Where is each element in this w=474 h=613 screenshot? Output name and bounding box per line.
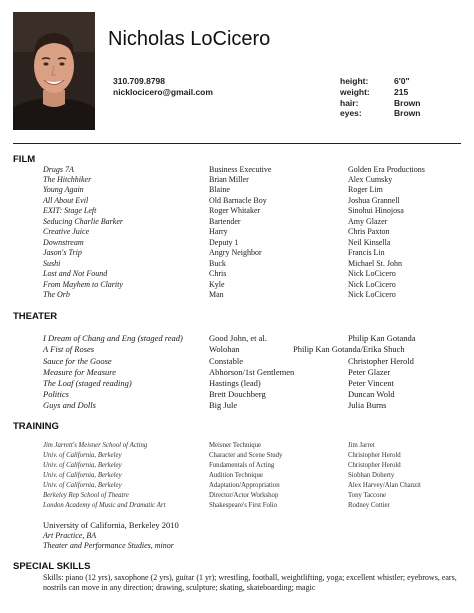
credit-director: Philip Kan Gotanda xyxy=(348,333,416,343)
header-divider xyxy=(13,143,461,144)
email-address: nicklocicero@gmail.com xyxy=(113,87,213,97)
training-course: Meisner Technique xyxy=(209,442,262,449)
credit-role: Deputy 1 xyxy=(209,238,239,247)
credit-role: Brett Douchberg xyxy=(209,389,266,399)
training-school: Berkeley Rep School of Theatre xyxy=(43,492,129,499)
hair-label: hair: xyxy=(340,98,359,108)
training-school: London Academy of Music and Dramatic Art xyxy=(43,502,166,509)
credit-director: Nick LoCicero xyxy=(348,269,396,278)
credit-director: Christopher Herold xyxy=(348,356,414,366)
credit-title: I Dream of Chang and Eng (staged read) xyxy=(43,333,183,343)
credit-title: EXIT: Stage Left xyxy=(43,206,97,215)
credit-title: Young Again xyxy=(43,185,84,194)
eyes-value: Brown xyxy=(394,108,421,118)
training-course: Director/Actor Workshop xyxy=(209,492,279,499)
credit-title: Sushi xyxy=(43,259,61,268)
credit-role: Constable xyxy=(209,356,243,366)
credit-director: Michael St. John xyxy=(348,259,402,268)
credit-director: Peter Glazer xyxy=(348,367,391,377)
credit-title: Drugs 7A xyxy=(43,165,74,174)
credit-director: Sinohui Hinojosa xyxy=(348,206,404,215)
resume-name: Nicholas LoCicero xyxy=(108,28,271,50)
credit-role: Brian Miller xyxy=(209,175,249,184)
special-skills-heading: SPECIAL SKILLS xyxy=(13,561,91,572)
credit-role: Harry xyxy=(209,227,228,236)
credit-role: Roger Whitaker xyxy=(209,206,261,215)
training-instructor: Tony Taccone xyxy=(348,492,386,499)
training-instructor: Christopher Herold xyxy=(348,462,401,469)
credit-director: Chris Paxton xyxy=(348,227,390,236)
education-school: University of California, Berkeley 2010 xyxy=(43,520,179,530)
credit-title: Sauce for the Goose xyxy=(43,356,112,366)
credit-title: Guys and Dolls xyxy=(43,400,96,410)
credit-role: Business Executive xyxy=(209,165,272,174)
credit-director: Peter Vincent xyxy=(348,378,394,388)
training-course: Fundamentals of Acting xyxy=(209,462,275,469)
credit-role: Angry Neighbor xyxy=(209,248,262,257)
credit-title: Lost and Not Found xyxy=(43,269,108,278)
education-degree: Art Practice, BA xyxy=(43,531,97,540)
credit-director: Julia Burns xyxy=(348,400,387,410)
training-instructor: Christopher Herold xyxy=(348,452,401,459)
credit-role: Man xyxy=(209,290,224,299)
training-school: Jim Jarrett's Meisner School of Acting xyxy=(43,442,148,449)
training-course: Character and Scene Study xyxy=(209,452,283,459)
credit-title: All About Evil xyxy=(43,196,89,205)
theater-heading: THEATER xyxy=(13,311,58,322)
training-instructor: Siobhan Doherty xyxy=(348,472,395,479)
training-heading: TRAINING xyxy=(13,421,59,432)
training-school: Univ. of California, Berkeley xyxy=(43,472,122,479)
credit-director: Nick LoCicero xyxy=(348,290,396,299)
credit-title: A Fist of Roses xyxy=(43,344,95,354)
credit-director: Nick LoCicero xyxy=(348,280,396,289)
credit-director: Francis Lin xyxy=(348,248,385,257)
credit-director: Philip Kan Gotanda/Erika Shuch xyxy=(293,344,405,354)
hair-value: Brown xyxy=(394,98,421,108)
credit-role: Abhorson/1st Gentlemen xyxy=(209,367,295,377)
training-instructor: Alex Harvey/Alan Chanzit xyxy=(348,482,421,489)
credit-title: Seducing Charlie Barker xyxy=(43,217,123,226)
credit-title: Jason's Trip xyxy=(43,248,82,257)
weight-value: 215 xyxy=(394,87,409,97)
credit-title: The Orb xyxy=(43,290,70,299)
credit-role: Chris xyxy=(209,269,227,278)
training-course: Shakespeare's First Folio xyxy=(209,502,278,509)
training-course: Audition Technique xyxy=(209,472,263,479)
credit-title: Downstream xyxy=(43,238,84,247)
credit-title: Politics xyxy=(43,389,69,399)
film-heading: FILM xyxy=(13,154,36,165)
credit-role: Wolohan xyxy=(209,344,240,354)
height-value: 6'0" xyxy=(394,76,410,86)
training-course: Adaptation/Appropriation xyxy=(209,482,280,489)
phone-number: 310.709.8798 xyxy=(113,76,165,86)
credit-title: Measure for Measure xyxy=(43,367,117,377)
credit-director: Duncan Wold xyxy=(348,389,395,399)
training-school: Univ. of California, Berkeley xyxy=(43,462,122,469)
credit-title: From Mayhem to Clarity xyxy=(43,280,123,289)
credit-role: Bartender xyxy=(209,217,241,226)
credit-title: The Hitchhiker xyxy=(43,175,92,184)
credit-role: Old Barnacle Boy xyxy=(209,196,267,205)
weight-label: weight: xyxy=(340,87,370,97)
headshot-photo xyxy=(13,12,95,130)
credit-director: Golden Era Productions xyxy=(348,165,425,174)
training-school: Univ. of California, Berkeley xyxy=(43,452,122,459)
credit-role: Blaine xyxy=(209,185,230,194)
training-instructor: Jim Jarret xyxy=(348,442,375,449)
credit-role: Hastings (lead) xyxy=(209,378,261,388)
credit-director: Amy Glazer xyxy=(348,217,388,226)
education-minor: Theater and Performance Studies, minor xyxy=(43,541,174,550)
height-label: height: xyxy=(340,76,369,86)
special-skills-text: Skills: piano (12 yrs), saxophone (2 yrs), guitar (1 yr); wrestling, football, weightlifting, yoga; excellent whistler; eyebrows, ears, nostrils can move in any direction; drawing, sculpture; skating, skateboarding; magic xyxy=(43,573,457,592)
credit-role: Kyle xyxy=(209,280,225,289)
credit-director: Roger Lim xyxy=(348,185,383,194)
eyes-label: eyes: xyxy=(340,108,362,118)
credit-director: Joshua Grannell xyxy=(348,196,400,205)
credit-director: Alex Cumsky xyxy=(348,175,393,184)
credit-role: Big Jule xyxy=(209,400,238,410)
credit-director: Neil Kinsella xyxy=(348,238,391,247)
credit-title: The Loaf (staged reading) xyxy=(43,378,132,388)
training-school: Univ. of California, Berkeley xyxy=(43,482,122,489)
credit-role: Buck xyxy=(209,259,226,268)
training-instructor: Rodney Cottier xyxy=(348,502,390,509)
credit-role: Good John, et al. xyxy=(209,333,267,343)
credit-title: Creative Juice xyxy=(43,227,90,236)
